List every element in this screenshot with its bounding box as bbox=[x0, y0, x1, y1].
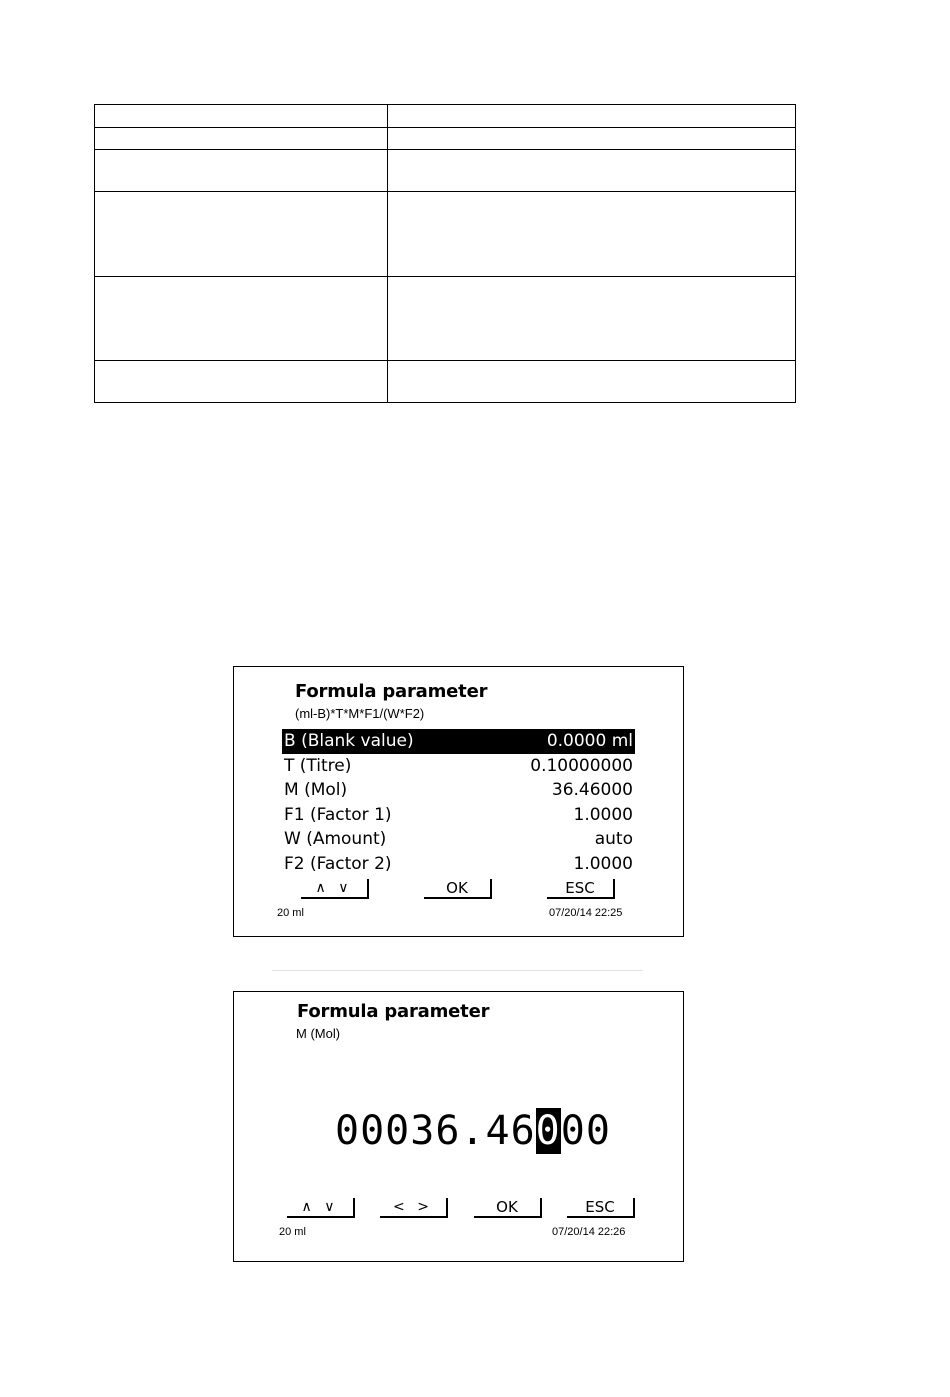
value-editor-screen bbox=[233, 991, 684, 1262]
datetime: 07/20/14 22:25 bbox=[549, 907, 623, 919]
volume-indicator: 20 ml bbox=[277, 907, 304, 919]
screen-title: Formula parameter bbox=[297, 1001, 490, 1022]
parameter-list bbox=[282, 729, 635, 876]
empty-table bbox=[94, 104, 796, 403]
esc-button[interactable]: ESC bbox=[567, 1198, 635, 1218]
parameter-name: M (Mol) bbox=[296, 1026, 341, 1041]
param-label: F2 (Factor 2) bbox=[284, 853, 392, 874]
param-value: 36.46000 bbox=[551, 780, 633, 801]
param-row-amount[interactable] bbox=[282, 827, 635, 852]
up-down-button[interactable]: ∧ ∨ bbox=[287, 1198, 355, 1218]
table-row-divider bbox=[95, 276, 795, 277]
table-row-divider bbox=[95, 127, 795, 128]
esc-button[interactable]: ESC bbox=[547, 879, 615, 899]
param-label: M (Mol) bbox=[284, 780, 348, 801]
param-label: B (Blank value) bbox=[284, 731, 414, 752]
divider bbox=[272, 970, 643, 971]
left-right-button[interactable]: < > bbox=[380, 1198, 448, 1218]
param-row-factor-2[interactable] bbox=[282, 852, 635, 877]
param-label: T (Titre) bbox=[284, 755, 352, 776]
ok-button[interactable]: OK bbox=[474, 1198, 542, 1218]
digit-cursor: 0 bbox=[535, 1108, 561, 1154]
table-row-divider bbox=[95, 191, 795, 192]
param-value: 0.0000 ml bbox=[546, 731, 633, 752]
param-row-blank-value[interactable] bbox=[282, 729, 635, 754]
value-digits-before-cursor: 00036.46 bbox=[335, 1108, 536, 1154]
param-value: auto bbox=[594, 829, 633, 850]
volume-indicator: 20 ml bbox=[279, 1226, 306, 1238]
param-row-factor-1[interactable] bbox=[282, 803, 635, 828]
param-label: F1 (Factor 1) bbox=[284, 804, 392, 825]
up-down-button[interactable]: ∧ ∨ bbox=[301, 879, 369, 899]
table-row-divider bbox=[95, 149, 795, 150]
formula-parameter-screen bbox=[233, 666, 684, 937]
param-value: 1.0000 bbox=[573, 804, 633, 825]
value-input[interactable] bbox=[335, 1108, 611, 1154]
param-value: 0.10000000 bbox=[530, 755, 633, 776]
table-row-divider bbox=[95, 360, 795, 361]
screen-title: Formula parameter bbox=[295, 681, 488, 702]
param-row-mol[interactable] bbox=[282, 778, 635, 803]
datetime: 07/20/14 22:26 bbox=[552, 1226, 626, 1238]
value-digits-after-cursor: 00 bbox=[560, 1108, 611, 1154]
formula-text: (ml-B)*T*M*F1/(W*F2) bbox=[295, 706, 425, 721]
ok-button[interactable]: OK bbox=[424, 879, 492, 899]
param-label: W (Amount) bbox=[284, 829, 387, 850]
param-row-titre[interactable] bbox=[282, 754, 635, 779]
param-value: 1.0000 bbox=[573, 853, 633, 874]
